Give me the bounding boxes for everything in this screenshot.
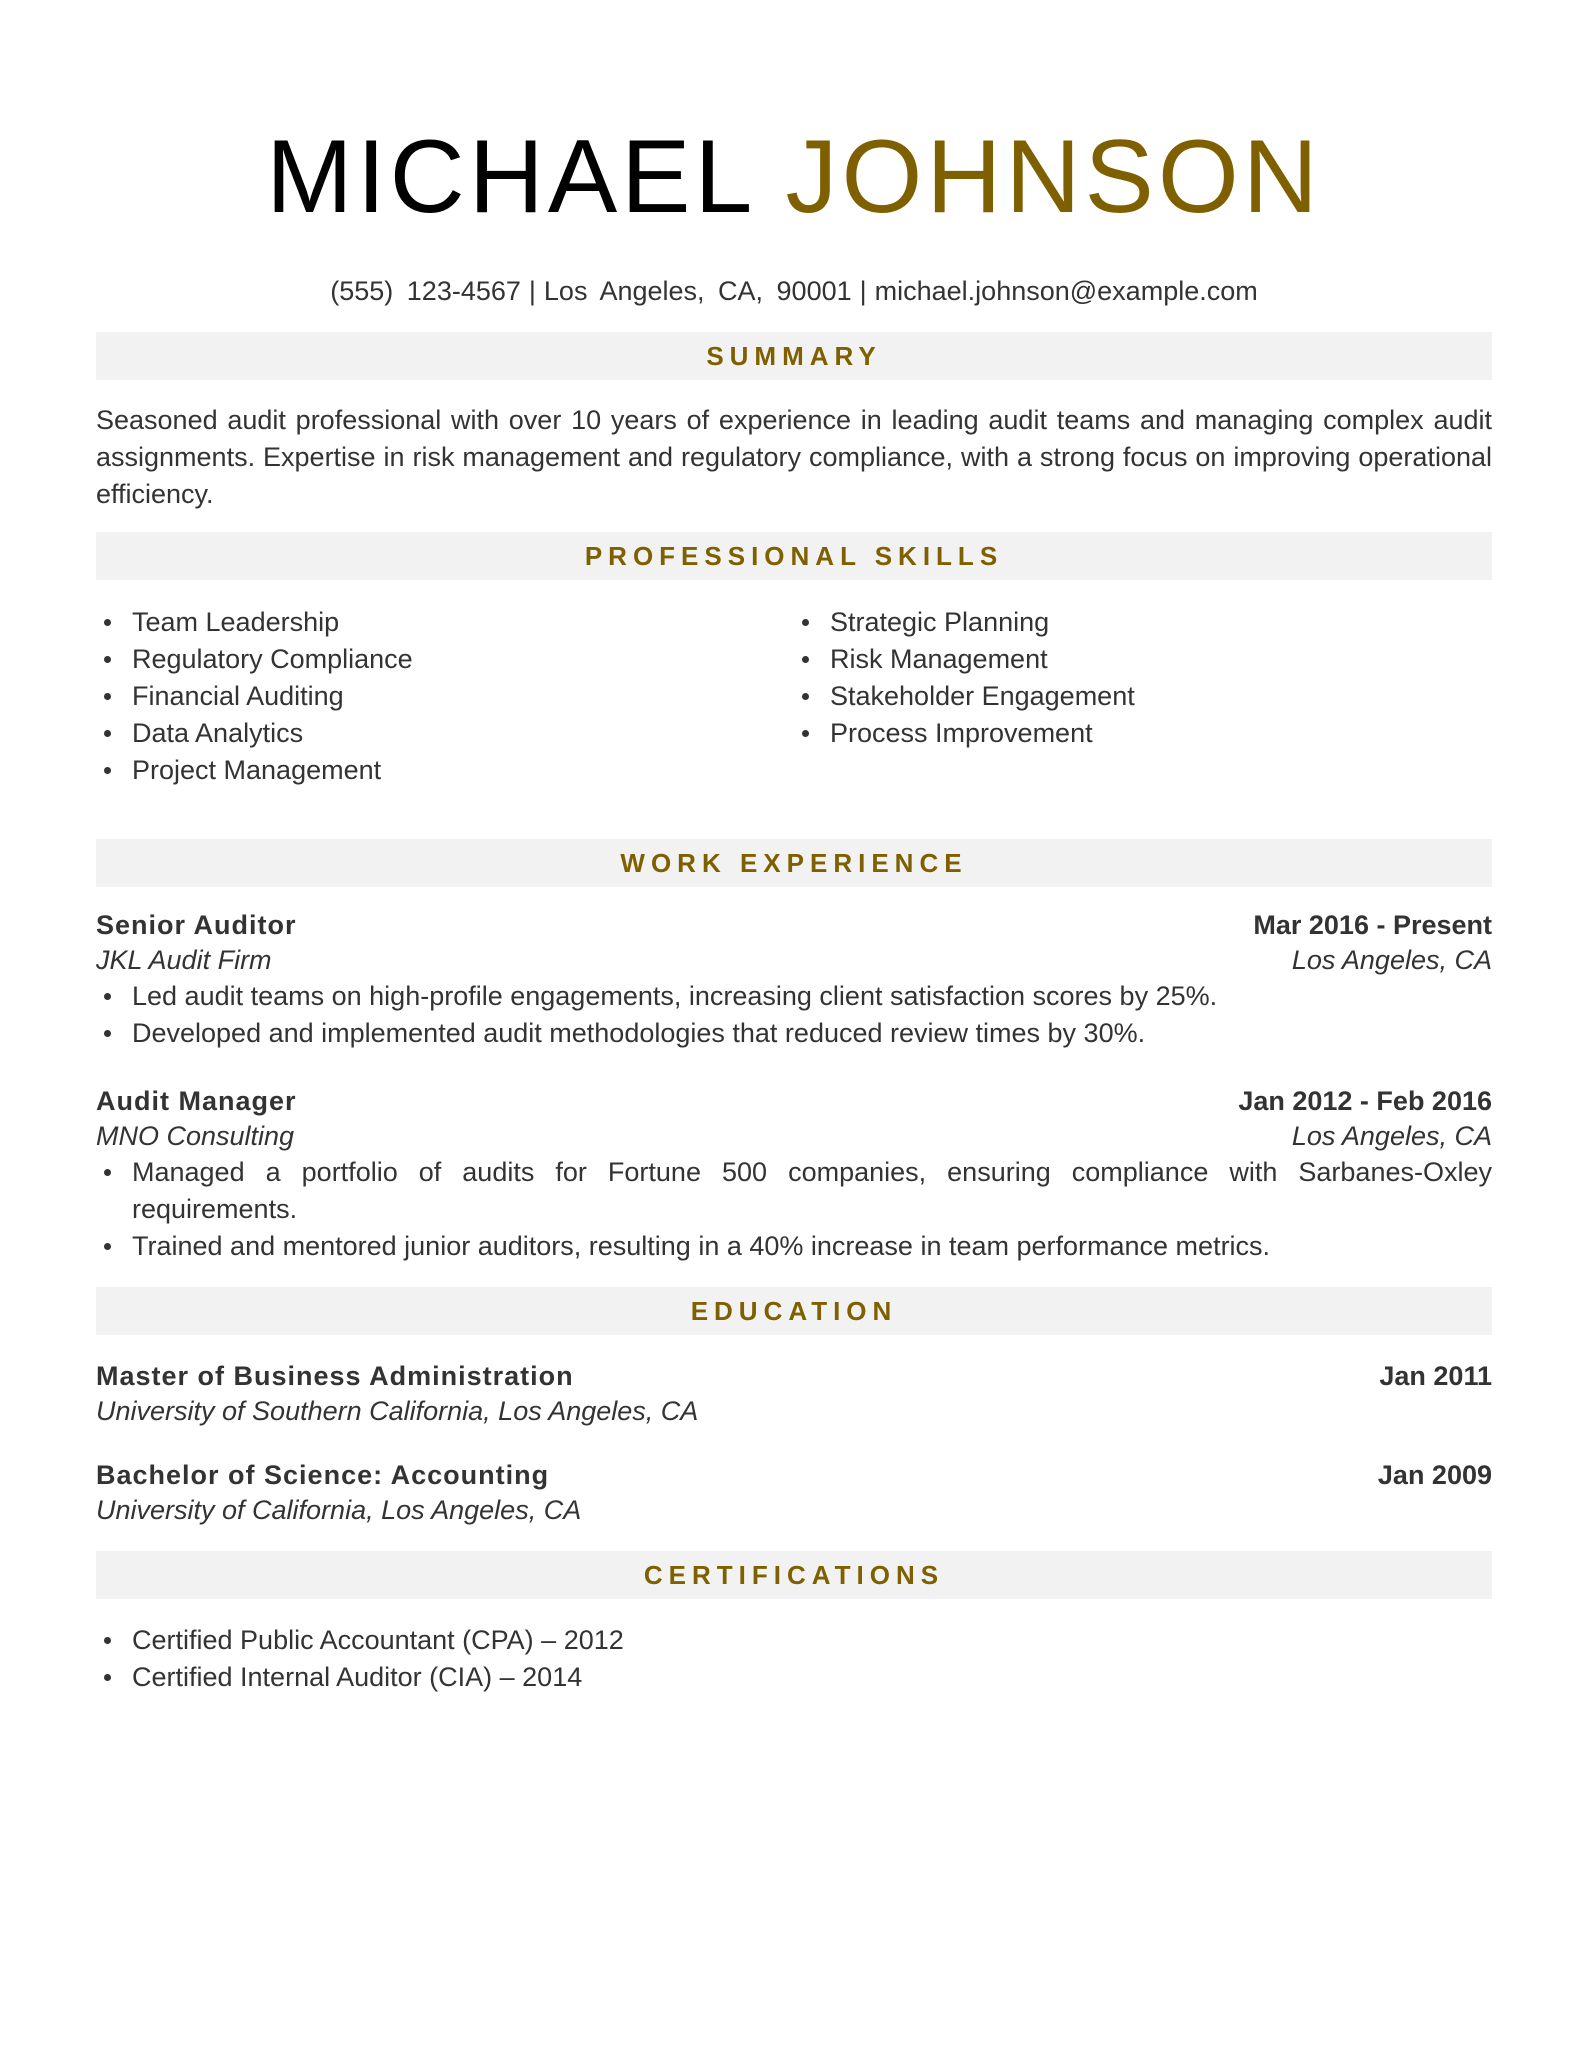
- skills-column-right: [794, 604, 1492, 789]
- skill-item: Strategic Planning: [794, 604, 1492, 641]
- job-entry: [96, 908, 1492, 1052]
- skills-list: [96, 604, 1492, 789]
- skill-item: Team Leadership: [96, 604, 794, 641]
- job-company: JKL Audit Firm: [96, 945, 272, 975]
- certifications-heading: CERTIFICATIONS: [96, 1551, 1492, 1599]
- job-location: Los Angeles, CA: [1291, 1121, 1492, 1151]
- contact-separator: |: [528, 276, 536, 306]
- certification-item: Certified Internal Auditor (CIA) – 2014: [96, 1659, 1492, 1696]
- skills-heading: PROFESSIONAL SKILLS: [96, 532, 1492, 580]
- last-name: JOHNSON: [785, 119, 1322, 235]
- skill-item: Process Improvement: [794, 715, 1492, 752]
- skills-column-left: [96, 604, 794, 789]
- skill-item: Financial Auditing: [96, 678, 794, 715]
- job-bullet: Managed a portfolio of audits for Fortune 500 companies, ensuring compliance with Sarbanes-Oxley requirements.: [96, 1154, 1492, 1228]
- job-bullet: Led audit teams on high-profile engagements, increasing client satisfaction scores by 25%.: [96, 978, 1492, 1015]
- contact-line: [96, 274, 1492, 308]
- contact-email: michael.johnson@example.com: [874, 276, 1258, 306]
- job-dates: Jan 2012 - Feb 2016: [1238, 1086, 1492, 1116]
- summary-heading: SUMMARY: [96, 332, 1492, 380]
- contact-separator: |: [859, 276, 867, 306]
- skill-item: Project Management: [96, 752, 794, 789]
- education-entry: [96, 1458, 1492, 1528]
- skill-item: Data Analytics: [96, 715, 794, 752]
- job-bullet: Trained and mentored junior auditors, resulting in a 40% increase in team performance metrics.: [96, 1228, 1492, 1265]
- education-entry: [96, 1359, 1492, 1429]
- skill-item: Regulatory Compliance: [96, 641, 794, 678]
- edu-date: Jan 2009: [1377, 1460, 1492, 1490]
- skill-item: Risk Management: [794, 641, 1492, 678]
- summary-text: Seasoned audit professional with over 10 years of experience in leading audit teams and managing complex audit assignments. Expertise in risk management and regulatory compliance, with a strong focus on improving operational efficiency.: [96, 405, 1492, 509]
- job-entry: [96, 1084, 1492, 1265]
- job-dates: Mar 2016 - Present: [1253, 910, 1492, 940]
- first-name: MICHAEL: [266, 119, 753, 235]
- skill-item: Stakeholder Engagement: [794, 678, 1492, 715]
- job-bullet: Developed and implemented audit methodologies that reduced review times by 30%.: [96, 1015, 1492, 1052]
- certifications-list: [96, 1622, 1492, 1696]
- job-title: Audit Manager: [96, 1086, 297, 1116]
- job-title: Senior Auditor: [96, 910, 297, 940]
- edu-degree: Bachelor of Science: Accounting: [96, 1460, 550, 1490]
- certification-item: Certified Public Accountant (CPA) – 2012: [96, 1622, 1492, 1659]
- candidate-name: [96, 0, 1492, 236]
- edu-date: Jan 2011: [1379, 1361, 1492, 1391]
- contact-phone: (555) 123-4567: [330, 276, 521, 306]
- edu-school: University of California, Los Angeles, CA: [96, 1495, 582, 1525]
- job-company: MNO Consulting: [96, 1121, 295, 1151]
- edu-degree: Master of Business Administration: [96, 1361, 574, 1391]
- edu-school: University of Southern California, Los Angeles, CA: [96, 1396, 699, 1426]
- experience-heading: WORK EXPERIENCE: [96, 839, 1492, 887]
- education-heading: EDUCATION: [96, 1287, 1492, 1335]
- contact-location: Los Angeles, CA, 90001: [543, 276, 852, 306]
- job-location: Los Angeles, CA: [1291, 945, 1492, 975]
